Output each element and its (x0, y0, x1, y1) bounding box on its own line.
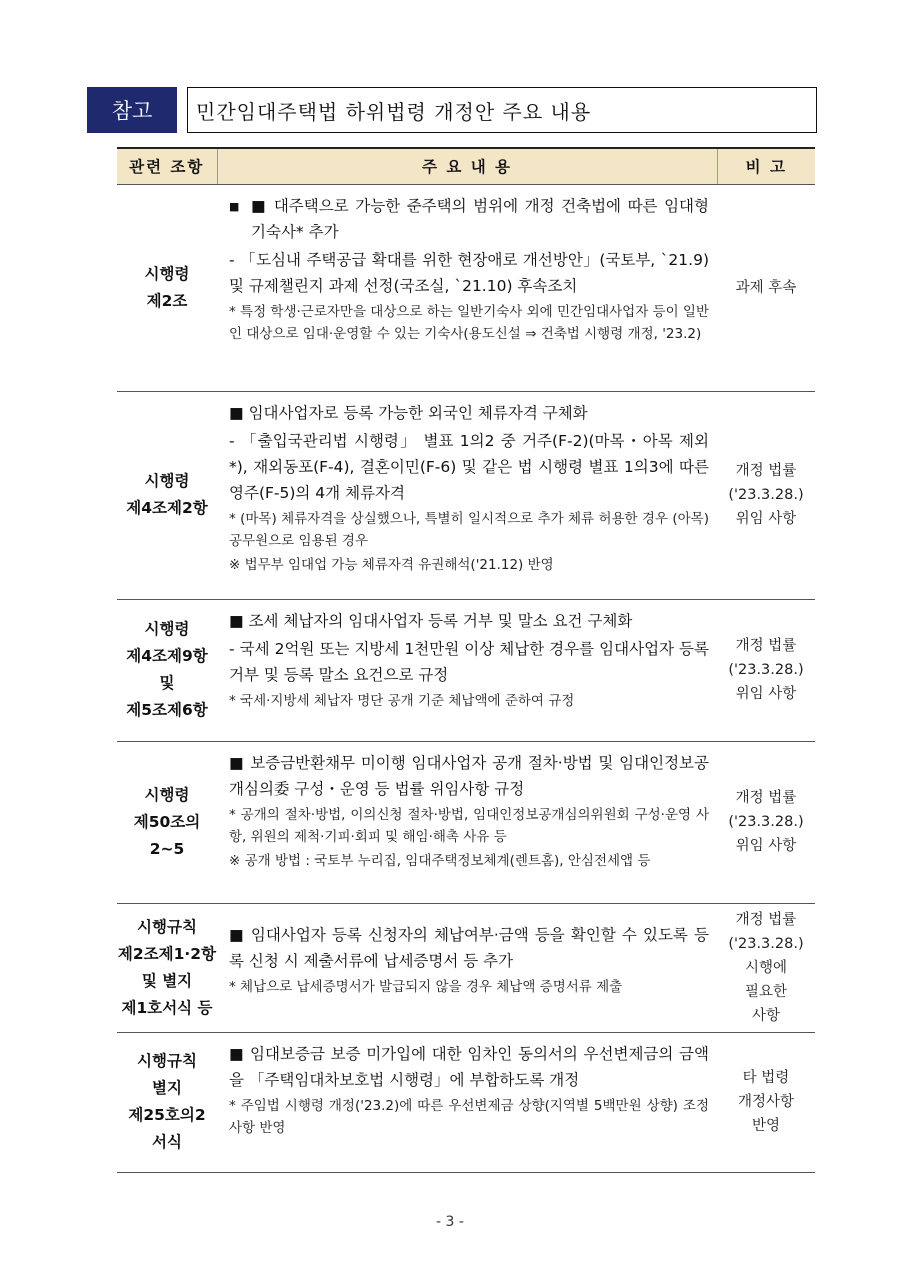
footnote: * 특정 학생·근로자만을 대상으로 하는 일반기숙사 외에 민간임대사업자 등이 일반인 대상으로 임대·운영할 수 있는 기숙사(용도신설 ⇒ 건축법 시행령 개정, '23.2) (229, 303, 710, 342)
amendment-table (117, 147, 815, 1173)
content-cell (217, 1032, 717, 1172)
table-row (117, 599, 815, 741)
article-cell: 시행령 제50조의2~5 (117, 741, 217, 903)
page-number: - 3 - (436, 1214, 464, 1230)
page-title: 민간임대주택법 하위법령 개정안 주요 내용 (187, 87, 817, 133)
table-row (117, 903, 815, 1032)
table-row (117, 184, 815, 391)
content-cell (217, 741, 717, 903)
column-header-content: 주 요 내 용 (217, 148, 717, 184)
article-cell: 시행규칙 제2조제1·2항 및 별지 제1호서식 등 (117, 903, 217, 1032)
note-cell: 개정 법률 ('23.3.28.) 위임 사항 (717, 599, 815, 741)
note-cell: 개정 법률 ('23.3.28.) 시행에 필요한 사항 (717, 903, 815, 1032)
footnote: * (마목) 체류자격을 상실했으나, 특별히 일시적으로 추가 체류 허용한 경우 (아목) 공무원으로 임용된 경우 (229, 510, 709, 549)
table-row (117, 391, 815, 599)
table-row (117, 741, 815, 903)
footnote: * 공개의 절차·방법, 이의신청 절차·방법, 임대인정보공개심의위원회 구성·운영 사항, 위원의 제척·기피·회피 및 해임·해촉 사유 등 (229, 806, 709, 845)
bullet-item: ■ ■ 대주택으로 가능한 준주택의 범위에 개정 건축법에 따른 임대형기숙사* 추가 (229, 193, 709, 245)
article-cell: 시행령 제2조 (117, 184, 217, 391)
footnote: * 주임법 시행령 개정('23.2)에 따른 우선변제금 상향(지역별 5백만원 상향) 조정사항 반영 (229, 1097, 709, 1136)
content-cell (217, 391, 717, 599)
bullet-item: ■ 임대사업자로 등록 가능한 외국인 체류자격 구체화 (229, 403, 588, 422)
dash-item: - 「도심내 주택공급 확대를 위한 현장애로 개선방안」(국토부, `21.9) 및 규제챌린지 과제 선정(국조실, `21.10) 후속조치 (229, 250, 709, 295)
content-cell (217, 184, 717, 391)
footnote: * 체납으로 납세증명서가 발급되지 않을 경우 체납액 증명서류 제출 (229, 978, 623, 995)
note-cell: 타 법령 개정사항 반영 (717, 1032, 815, 1172)
section-header (87, 87, 817, 133)
column-header-note: 비 고 (717, 148, 815, 184)
dash-item: - 「출입국관리법 시행령」 별표 1의2 중 거주(F-2)(마목・아목 제외*), 재외동포(F-4), 결혼이민(F-6) 및 같은 법 시행령 별표 1의3에 따른 영주(F-5)의 4개 체류자격 (229, 431, 709, 502)
square-bullet-icon: ■ (229, 199, 240, 213)
note-cell: 개정 법률 ('23.3.28.) 위임 사항 (717, 741, 815, 903)
reference-note: ※ 공개 방법 : 국토부 누리집, 임대주택정보체계(렌트홈), 안심전세앱 등 (229, 852, 651, 869)
bullet-item: ■ 임대보증금 보증 미가입에 대한 임차인 동의서의 우선변제금의 금액을 「주택임대차보호법 시행령」에 부합하도록 개정 (229, 1044, 709, 1089)
note-cell: 과제 후속 (717, 184, 815, 391)
reference-badge: 참고 (87, 87, 177, 133)
table-row (117, 1032, 815, 1172)
reference-note: ※ 법무부 임대업 가능 체류자격 유권해석('21.12) 반영 (229, 556, 554, 573)
table-header-row (117, 148, 815, 184)
dash-item: - 국세 2억원 또는 지방세 1천만원 이상 체납한 경우를 임대사업자 등록 거부 및 등록 말소 요건으로 규정 (229, 639, 709, 684)
column-header-article: 관련 조항 (117, 148, 217, 184)
article-cell: 시행령 제4조제2항 (117, 391, 217, 599)
bullet-item: ■ 조세 체납자의 임대사업자 등록 거부 및 말소 요건 구체화 (229, 611, 633, 630)
article-cell: 시행규칙 별지 제25호의2 서식 (117, 1032, 217, 1172)
bullet-item: ■ 임대사업자 등록 신청자의 체납여부·금액 등을 확인할 수 있도록 등록 신청 시 제출서류에 납세증명서 등 추가 (229, 925, 709, 970)
note-cell: 개정 법률 ('23.3.28.) 위임 사항 (717, 391, 815, 599)
content-cell (217, 903, 717, 1032)
content-cell (217, 599, 717, 741)
article-cell: 시행령 제4조제9항 및 제5조제6항 (117, 599, 217, 741)
footnote: * 국세·지방세 체납자 명단 공개 기준 체납액에 준하여 규정 (229, 692, 575, 709)
bullet-item: ■ 보증금반환채무 미이행 임대사업자 공개 절차·방법 및 임대인정보공개심의委 구성・운영 등 법률 위임사항 규정 (229, 753, 709, 798)
